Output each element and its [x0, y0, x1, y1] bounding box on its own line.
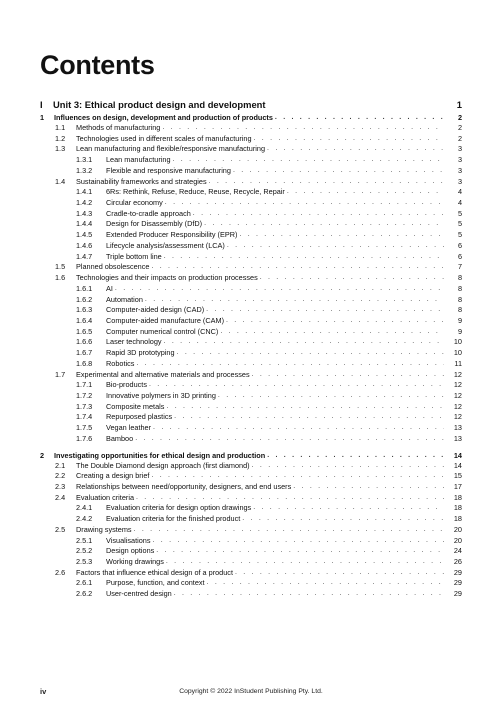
toc-entry[interactable]	[40, 471, 462, 482]
dot-leader	[260, 273, 444, 284]
toc-entry-number: 2.5	[55, 524, 66, 534]
copyright-notice: Copyright © 2022 InStudent Publishing Pty. Ltd.	[179, 688, 323, 695]
toc-entry-page: 13	[453, 423, 462, 433]
toc-entry[interactable]	[40, 546, 462, 557]
toc-entry-number: 1.6.2	[76, 294, 93, 304]
toc-entry[interactable]	[40, 144, 462, 155]
toc-entry-title: Computer numerical control (CNC)	[106, 326, 219, 336]
toc-entry-title: Triple bottom line	[106, 251, 162, 261]
dot-leader	[227, 241, 444, 252]
toc-entry[interactable]	[40, 589, 462, 600]
dot-leader	[151, 262, 444, 273]
dot-leader	[235, 568, 444, 579]
toc-entry-page: 8	[457, 283, 462, 293]
toc-entry-number: 2.4	[55, 492, 66, 502]
toc-entry[interactable]	[40, 391, 462, 402]
toc-entry-page: 18	[453, 514, 462, 524]
dot-leader	[166, 557, 444, 568]
toc-entry-number: 1.1	[55, 123, 66, 132]
toc-entry[interactable]	[40, 262, 462, 273]
toc-entry-number: 1.3.1	[76, 155, 93, 165]
dot-leader	[254, 134, 444, 145]
page-number: iv	[40, 687, 47, 696]
toc-entry-page: 1	[456, 99, 462, 110]
toc-entry[interactable]	[40, 166, 462, 177]
toc-entry-number: 2.6.1	[76, 578, 93, 588]
dot-leader	[164, 252, 444, 263]
toc-entry-number: 1.2	[55, 133, 66, 143]
toc-entry-number: I	[40, 99, 43, 110]
toc-entry[interactable]	[40, 493, 462, 504]
toc-entry-title: Extended Producer Responsibility (EPR)	[106, 230, 238, 240]
toc-entry[interactable]	[40, 482, 462, 493]
toc-entry-number: 2.5.1	[76, 535, 93, 545]
toc-entry-number: 2.4.1	[76, 503, 93, 513]
toc-entry-page: 8	[457, 294, 462, 304]
toc-entry[interactable]	[40, 578, 462, 589]
toc-entry-number: 1.5	[55, 262, 66, 272]
toc-entry-number: 2.4.2	[76, 514, 93, 524]
toc-entry-page: 3	[457, 176, 462, 186]
toc-entry[interactable]	[40, 557, 462, 568]
toc-entry[interactable]	[40, 134, 462, 145]
toc-entry-number: 1.7.1	[76, 380, 93, 390]
toc-entry[interactable]	[40, 316, 462, 327]
toc-entry-title: Investigating opportunities for ethical design and production	[54, 450, 266, 460]
dot-leader	[174, 412, 444, 423]
toc-entry[interactable]	[40, 284, 462, 295]
dot-leader	[204, 219, 444, 230]
toc-entry-title: 6Rs: Rethink, Refuse, Reduce, Reuse, Recycle, Repair	[106, 187, 285, 197]
toc-entry[interactable]	[40, 219, 462, 230]
toc-entry-page: 3	[457, 144, 462, 154]
dot-leader	[206, 305, 444, 316]
toc-entry-page: 5	[457, 208, 462, 218]
toc-entry[interactable]	[40, 536, 462, 547]
toc-entry-number: 1.7.5	[76, 423, 93, 433]
toc-entry-title: Circular economy	[106, 198, 163, 208]
toc-entry[interactable]	[40, 450, 462, 461]
dot-leader	[173, 155, 445, 166]
toc-entry-title: Sustainability frameworks and strategies	[76, 176, 207, 186]
toc-entry-page: 14	[453, 450, 462, 460]
dot-leader	[267, 450, 444, 461]
toc-entry-page: 3	[457, 155, 462, 165]
page-title: Contents	[40, 50, 155, 80]
toc-entry[interactable]	[40, 380, 462, 391]
toc-entry-number: 1	[40, 113, 45, 122]
toc-entry[interactable]	[40, 273, 462, 284]
toc-entry-page: 5	[457, 230, 462, 240]
toc-entry-title: Repurposed plastics	[106, 412, 173, 422]
toc-entry-title: Rapid 3D prototyping	[106, 348, 175, 358]
toc-entry-page: 9	[457, 315, 462, 325]
toc-entry-title: Bamboo	[106, 433, 134, 443]
toc-entry-number: 1.7.6	[76, 433, 93, 443]
toc-entry-page: 26	[453, 557, 462, 567]
dot-leader	[242, 514, 444, 525]
dot-leader	[165, 198, 444, 209]
toc-entry-number: 1.7.3	[76, 401, 93, 411]
toc-entry-page: 13	[453, 433, 462, 443]
toc-entry-page: 12	[453, 380, 462, 390]
toc-entry-page: 14	[453, 460, 462, 470]
toc-entry[interactable]	[40, 503, 462, 514]
dot-leader	[145, 295, 444, 306]
toc-entry-title: Evaluation criteria	[76, 492, 134, 502]
toc-entry-title: Visualisations	[106, 535, 151, 545]
toc-entry-number: 1.4.7	[76, 251, 93, 261]
toc-entry-title: User-centred design	[106, 589, 172, 599]
toc-entry[interactable]	[40, 295, 462, 306]
dot-leader	[287, 187, 444, 198]
toc-entry-page: 24	[453, 546, 462, 556]
toc-entry[interactable]	[40, 177, 462, 188]
toc-entry-number: 1.6.4	[76, 315, 93, 325]
toc-entry[interactable]	[40, 252, 462, 263]
toc-entry-page: 8	[457, 273, 462, 283]
toc-entry-title: Innovative polymers in 3D printing	[106, 390, 216, 400]
toc-entry-title: Robotics	[106, 358, 135, 368]
dot-leader	[218, 391, 444, 402]
toc-entry[interactable]	[40, 514, 462, 525]
toc-entry-title: Computer-aided manufacture (CAM)	[106, 315, 225, 325]
dot-leader	[252, 461, 444, 472]
toc-entry[interactable]	[40, 123, 462, 134]
toc-entry-number: 1.4.6	[76, 240, 93, 250]
toc-entry-page: 2	[457, 113, 462, 122]
toc-entry-number: 2.2	[55, 471, 66, 481]
dot-leader	[233, 166, 444, 177]
toc-entry-title: Technologies used in different scales of manufacturing	[76, 133, 252, 143]
toc-entry-title: Planned obsolescence	[76, 262, 150, 272]
toc-entry-page: 12	[453, 369, 462, 379]
toc-entry-title: Cradle-to-cradle approach	[106, 208, 191, 218]
toc-entry-number: 2.6.2	[76, 589, 93, 599]
toc-entry-page: 11	[454, 358, 462, 368]
toc-entry[interactable]	[40, 412, 462, 423]
toc-entry-page: 4	[457, 187, 462, 197]
dot-leader	[207, 578, 444, 589]
toc-entry-page: 29	[453, 578, 462, 588]
toc-entry-page: 20	[453, 535, 462, 545]
toc-entry-title: Unit 3: Ethical product design and development	[53, 99, 266, 110]
toc-entry-page: 5	[457, 219, 462, 229]
toc-entry[interactable]	[40, 525, 462, 536]
toc-entry-title: Technologies and their impacts on production processes	[76, 273, 258, 283]
toc-entry-page: 10	[453, 337, 462, 347]
toc-entry[interactable]	[40, 198, 462, 209]
toc-entry-page: 15	[453, 471, 462, 481]
toc-entry[interactable]	[40, 423, 462, 434]
toc-entry-number: 1.3.2	[76, 165, 93, 175]
toc-entry[interactable]	[40, 209, 462, 220]
toc-entry-title: Evaluation criteria for design option drawings	[106, 503, 252, 513]
dot-leader	[177, 348, 444, 359]
toc-entry-page: 20	[453, 524, 462, 534]
toc-entry-page: 9	[457, 326, 462, 336]
toc-entry-number: 2.6	[55, 567, 66, 577]
toc-entry-number: 2.3	[55, 482, 66, 491]
toc-entry-number: 1.6.3	[76, 305, 93, 315]
toc-entry-page: 18	[453, 503, 462, 513]
toc-entry-number: 1.4.2	[76, 198, 93, 208]
dot-leader	[275, 112, 444, 123]
toc-entry-title: Creating a design brief	[76, 471, 150, 481]
toc-entry-title: Factors that influence ethical design of a product	[76, 567, 233, 577]
toc-entry-number: 1.6.6	[76, 337, 93, 347]
toc-entry-page: 4	[457, 198, 462, 208]
dot-leader	[152, 536, 444, 547]
dot-leader	[174, 589, 444, 600]
toc-entry-title: Composite metals	[106, 401, 165, 411]
toc-entry-page: 2	[457, 123, 462, 132]
toc-entry-number: 1.4.4	[76, 219, 93, 229]
toc-entry-title: Relationships between need/opportunity, designers, and end users	[76, 482, 292, 491]
dot-leader	[293, 482, 444, 493]
toc-entry-title: Design options	[106, 546, 155, 556]
toc-entry-title: Design for Disassembly (DfD)	[106, 219, 203, 229]
toc-entry-number: 1.6	[55, 273, 66, 283]
dot-leader	[226, 316, 444, 327]
toc-entry-title: Lean manufacturing and flexible/responsive manufacturing	[76, 144, 266, 154]
toc-entry-page: 18	[453, 492, 462, 502]
dot-leader	[136, 493, 444, 504]
dot-leader	[115, 284, 444, 295]
toc-entry[interactable]	[40, 98, 462, 112]
toc-entry[interactable]	[40, 370, 462, 381]
toc-entry-page: 7	[457, 262, 462, 272]
toc-entry-number: 1.7.4	[76, 412, 93, 422]
toc-entry[interactable]	[40, 337, 462, 348]
dot-leader	[166, 402, 444, 413]
toc-entry-page: 3	[457, 165, 462, 175]
dot-leader	[164, 337, 444, 348]
dot-leader	[253, 503, 444, 514]
toc-entry-page: 6	[457, 251, 462, 261]
toc-entry-title: The Double Diamond design approach (first diamond)	[76, 460, 250, 470]
dot-leader	[220, 327, 444, 338]
toc-entry-page: 12	[453, 401, 462, 411]
toc-entry-number: 1.4	[55, 176, 66, 186]
dot-leader	[267, 144, 444, 155]
dot-leader	[156, 546, 444, 557]
toc-entry-number: 1.4.5	[76, 230, 93, 240]
toc-entry[interactable]	[40, 461, 462, 472]
toc-entry-title: Drawing systems	[76, 524, 132, 534]
toc-entry-title: Vegan leather	[106, 423, 152, 433]
dot-leader	[252, 370, 444, 381]
toc-entry[interactable]	[40, 568, 462, 579]
toc-entry[interactable]	[40, 305, 462, 316]
toc-entry-page: 29	[453, 589, 462, 599]
toc-entry-title: Computer-aided design (CAD)	[106, 305, 205, 315]
toc-entry[interactable]	[40, 402, 462, 413]
dot-leader	[193, 209, 444, 220]
toc-entry-number: 1.7	[55, 369, 66, 379]
toc-entry-number: 1.6.5	[76, 326, 93, 336]
toc-entry-title: Influences on design, development and production of products	[54, 113, 273, 122]
dot-leader	[162, 123, 444, 134]
toc-entry-number: 1.6.7	[76, 348, 93, 358]
toc-entry-page: 6	[457, 240, 462, 250]
toc-entry-title: Lean manufacturing	[106, 155, 171, 165]
toc-entry-number: 1.3	[55, 144, 66, 154]
toc-entry-page: 2	[457, 133, 462, 143]
dot-leader	[209, 177, 444, 188]
toc-entry-page: 17	[453, 482, 462, 491]
dot-leader	[134, 525, 444, 536]
toc-entry-number: 2.5.3	[76, 557, 93, 567]
toc-entry-number: 2	[40, 450, 45, 460]
toc-entry-title: Purpose, function, and context	[106, 578, 205, 588]
toc-entry-title: Flexible and responsive manufacturing	[106, 165, 231, 175]
toc-entry[interactable]	[40, 241, 462, 252]
toc-entry-title: Experimental and alternative materials and processes	[76, 369, 250, 379]
dot-leader	[239, 230, 444, 241]
dot-leader	[136, 359, 444, 370]
toc-entry-page: 8	[457, 305, 462, 315]
toc-entry-number: 1.6.1	[76, 283, 93, 293]
toc-entry[interactable]	[40, 112, 462, 123]
toc-entry-page: 29	[453, 567, 462, 577]
toc-entry[interactable]	[40, 348, 462, 359]
toc-entry-page: 10	[453, 348, 462, 358]
toc-entry[interactable]	[40, 187, 462, 198]
toc-entry-number: 2.1	[55, 460, 66, 470]
toc-entry-number: 1.7.2	[76, 390, 93, 400]
dot-leader	[135, 434, 444, 445]
toc-entry-number: 1.4.1	[76, 187, 93, 197]
toc-entry[interactable]	[40, 155, 462, 166]
toc-entry-page: 12	[453, 390, 462, 400]
toc-entry[interactable]	[40, 359, 462, 370]
toc-entry-number: 2.5.2	[76, 546, 93, 556]
dot-leader	[153, 423, 444, 434]
toc-entry-title: Bio-products	[106, 380, 147, 390]
toc-entry-number: 1.4.3	[76, 208, 93, 218]
table-of-contents	[40, 94, 462, 600]
toc-entry-title: AI	[106, 283, 113, 293]
toc-entry-title: Working drawings	[106, 557, 164, 567]
dot-leader	[149, 380, 444, 391]
toc-entry-page: 12	[453, 412, 462, 422]
dot-leader	[151, 471, 444, 482]
toc-entry[interactable]	[40, 327, 462, 338]
toc-entry[interactable]	[40, 434, 462, 445]
toc-entry[interactable]	[40, 230, 462, 241]
toc-entry-title: Automation	[106, 294, 143, 304]
toc-entry-title: Laser technology	[106, 337, 162, 347]
toc-entry-title: Lifecycle analysis/assessment (LCA)	[106, 240, 225, 250]
toc-entry-number: 1.6.8	[76, 358, 93, 368]
toc-entry-title: Methods of manufacturing	[76, 123, 161, 132]
toc-entry-title: Evaluation criteria for the finished product	[106, 514, 241, 524]
